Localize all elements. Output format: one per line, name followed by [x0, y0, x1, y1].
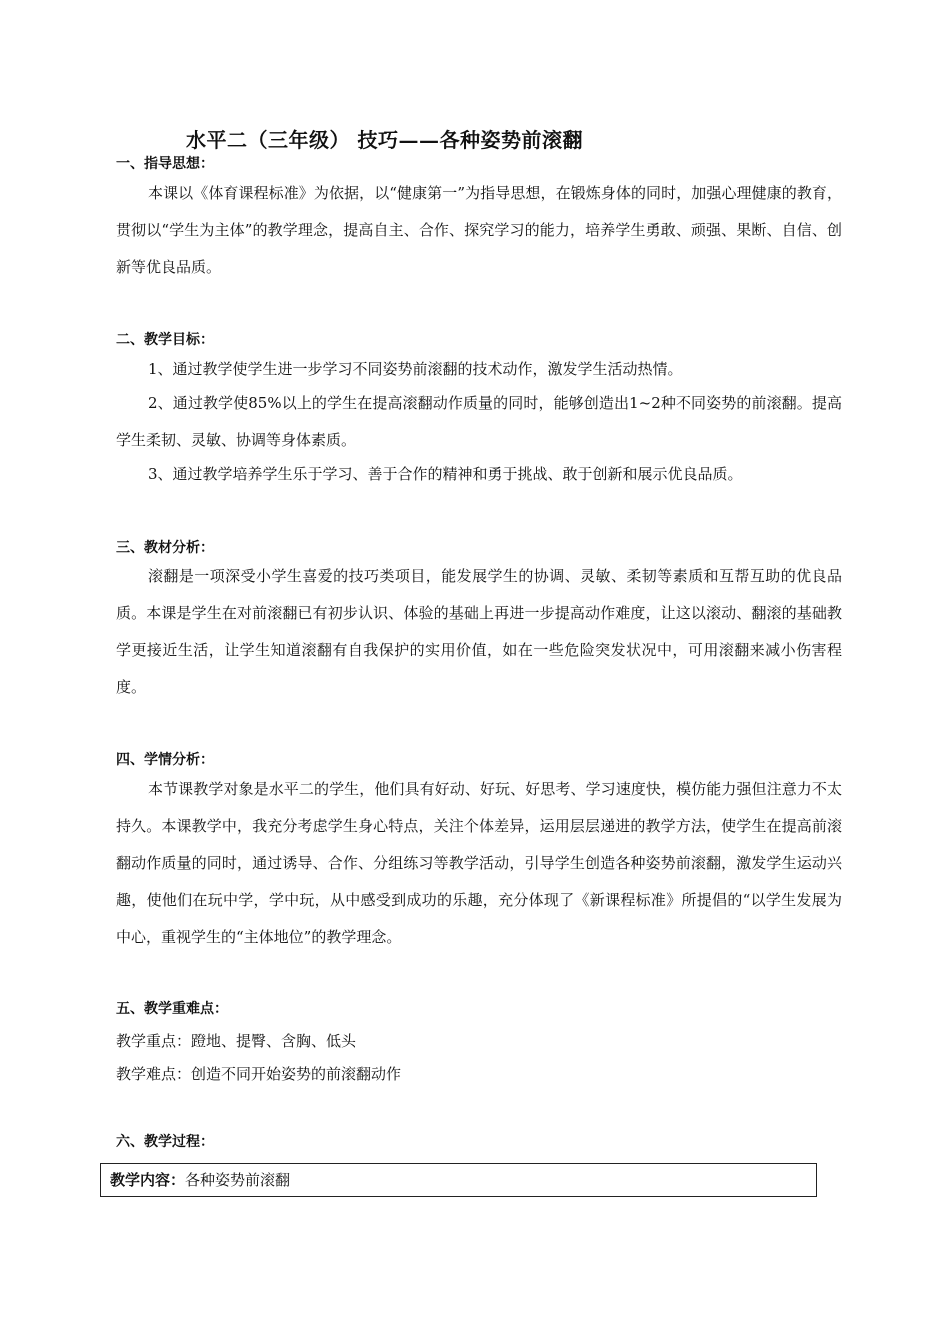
goal-item-1: 1、通过教学使学生进一步学习不同姿势前滚翻的技术动作，激发学生活动热情。 — [148, 360, 683, 378]
section-heading-students: 四、学情分析： — [116, 752, 214, 768]
goal-item-3: 3、通过教学培养学生乐于学习、善于合作的精神和勇于挑战、敢于创新和展示优良品质。 — [148, 465, 743, 483]
section-heading-keypoints: 五、教学重难点： — [116, 1001, 228, 1017]
guiding-paragraph: 本课以《体育课程标准》为依据，以“健康第一”为指导思想，在锻炼身体的同时，加强心理健康的教育，贯彻以“学生为主体”的教学理念，提高自主、合作、探究学习的能力，培养学生勇敢、顽强、果断、自信、创新等优良品质。 — [116, 184, 842, 276]
material-paragraph: 滚翻是一项深受小学生喜爱的技巧类项目，能发展学生的协调、灵敏、柔韧等素质和互帮互助的优良品质。本课是学生在对前滚翻已有初步认识、体验的基础上再进一步提高动作难度，让这以滚动、翻滚的基础教学更接近生活，让学生知道滚翻有自我保护的实用价值，如在一些危险突发状况中，可用滚翻来减小伤害程度。 — [116, 567, 842, 696]
document-title: 水平二（三年级） 技巧——各种姿势前滚翻 — [186, 128, 583, 152]
goal-item-2: 2、通过教学使85%以上的学生在提高滚翻动作质量的同时，能够创造出1~2种不同姿势的前滚翻。提高学生柔韧、灵敏、协调等身体素质。 — [116, 394, 842, 449]
students-paragraph: 本节课教学对象是水平二的学生，他们具有好动、好玩、好思考、学习速度快，模仿能力强但注意力不太持久。本课教学中，我充分考虑学生身心特点，关注个体差异，运用层层递进的教学方法，使学生在提高前滚翻动作质量的同时，通过诱导、合作、分组练习等教学活动，引导学生创造各种姿势前滚翻，激发学生运动兴趣，使他们在玩中学，学中玩，从中感受到成功的乐趣，充分体现了《新课程标准》所提倡的“以学生发展为中心，重视学生的“主体地位”的教学理念。 — [116, 780, 842, 946]
section-heading-goals: 二、教学目标： — [116, 332, 214, 348]
content-value: 各种姿势前滚翻 — [185, 1171, 291, 1189]
teaching-process-table — [100, 1163, 817, 1197]
section-heading-guiding: 一、指导思想： — [116, 156, 214, 172]
key-point: 教学重点：蹬地、提臀、含胸、低头 — [116, 1032, 357, 1050]
difficult-point: 教学难点：创造不同开始姿势的前滚翻动作 — [116, 1065, 402, 1083]
content-label: 教学内容： — [110, 1171, 186, 1189]
section-heading-process: 六、教学过程： — [116, 1134, 214, 1150]
section-heading-material: 三、教材分析： — [116, 540, 214, 556]
